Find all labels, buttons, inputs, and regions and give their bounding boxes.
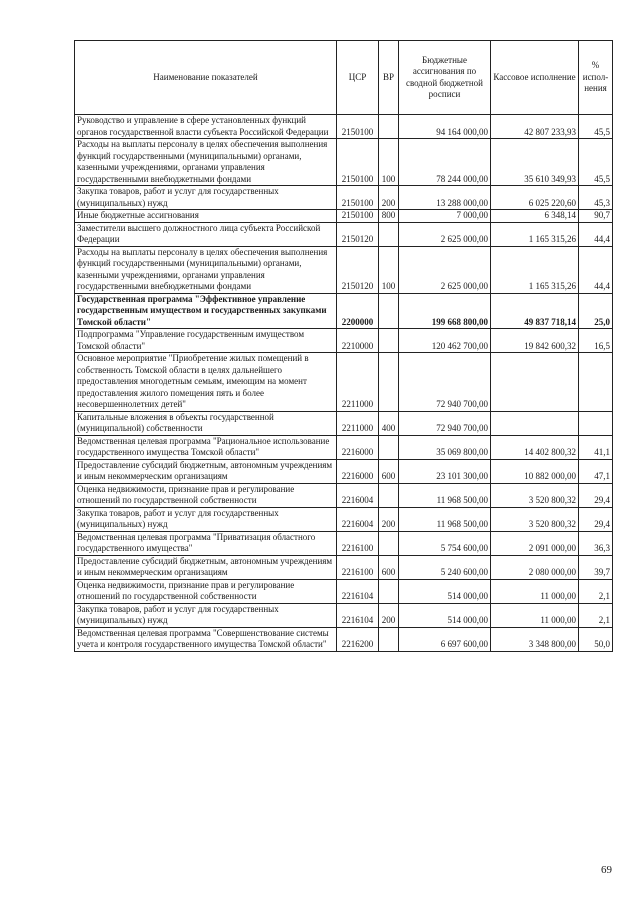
row-vr-cell: 200 <box>379 507 399 531</box>
row-csr-cell: 2216000 <box>337 435 379 459</box>
row-name-cell: Оценка недвижимости, признание прав и регулирование отношений по государственной собственности <box>75 579 337 603</box>
table-row <box>75 483 613 507</box>
table-row <box>75 603 613 627</box>
row-cash-cell: 3 520 800,32 <box>491 507 579 531</box>
row-percent-cell <box>579 353 613 412</box>
row-name-cell: Ведомственная целевая программа "Совершенствование системы учета и контроля государственного имущества Томской области" <box>75 627 337 651</box>
row-percent-cell: 45,5 <box>579 115 613 139</box>
table-row <box>75 507 613 531</box>
row-name-cell: Капитальные вложения в объекты государственной (муниципальной) собственности <box>75 411 337 435</box>
header-percent: % испол-нения <box>579 41 613 115</box>
table-row <box>75 210 613 223</box>
row-cash-cell: 3 348 800,00 <box>491 627 579 651</box>
table-row <box>75 329 613 353</box>
row-vr-cell <box>379 115 399 139</box>
row-vr-cell <box>379 435 399 459</box>
row-percent-cell: 29,4 <box>579 483 613 507</box>
table-body <box>75 115 613 652</box>
row-vr-cell: 400 <box>379 411 399 435</box>
header-cash: Кассовое исполнение <box>491 41 579 115</box>
row-vr-cell: 100 <box>379 139 399 186</box>
row-cash-cell: 3 520 800,32 <box>491 483 579 507</box>
row-percent-cell: 29,4 <box>579 507 613 531</box>
row-cash-cell: 19 842 600,32 <box>491 329 579 353</box>
row-csr-cell: 2150100 <box>337 210 379 223</box>
row-budget-cell: 6 697 600,00 <box>399 627 491 651</box>
row-vr-cell: 600 <box>379 555 399 579</box>
row-name-cell: Основное мероприятие "Приобретение жилых помещений в собственность Томской области в целях дальнейшего предоставления многодетным семьям, имеющим на момент предоставления жилого помещения пять и более несовершеннолетних детей" <box>75 353 337 412</box>
row-vr-cell: 100 <box>379 246 399 293</box>
row-percent-cell: 45,5 <box>579 139 613 186</box>
row-percent-cell: 16,5 <box>579 329 613 353</box>
budget-execution-table <box>74 40 613 652</box>
header-name: Наименование показателей <box>75 41 337 115</box>
row-csr-cell: 2210000 <box>337 329 379 353</box>
table-row <box>75 459 613 483</box>
row-budget-cell: 514 000,00 <box>399 603 491 627</box>
table-row <box>75 435 613 459</box>
row-vr-cell <box>379 329 399 353</box>
row-csr-cell: 2216100 <box>337 531 379 555</box>
row-budget-cell: 78 244 000,00 <box>399 139 491 186</box>
row-budget-cell: 7 000,00 <box>399 210 491 223</box>
row-percent-cell: 50,0 <box>579 627 613 651</box>
table-row <box>75 353 613 412</box>
row-budget-cell: 72 940 700,00 <box>399 353 491 412</box>
row-name-cell: Ведомственная целевая программа "Приватизация областного государственного имущества" <box>75 531 337 555</box>
row-percent-cell: 39,7 <box>579 555 613 579</box>
table-row <box>75 246 613 293</box>
row-csr-cell: 2211000 <box>337 411 379 435</box>
row-budget-cell: 11 968 500,00 <box>399 507 491 531</box>
row-percent-cell: 45,3 <box>579 186 613 210</box>
row-name-cell: Иные бюджетные ассигнования <box>75 210 337 223</box>
row-name-cell: Руководство и управление в сфере установленных функций органов государственной власти субъекта Российской Федерации <box>75 115 337 139</box>
row-budget-cell: 199 668 800,00 <box>399 293 491 329</box>
table-row <box>75 115 613 139</box>
row-csr-cell: 2211000 <box>337 353 379 412</box>
row-percent-cell: 44,4 <box>579 222 613 246</box>
row-csr-cell: 2216004 <box>337 507 379 531</box>
row-csr-cell: 2216004 <box>337 483 379 507</box>
table-row <box>75 139 613 186</box>
page-number: 69 <box>601 864 612 876</box>
row-percent-cell: 90,7 <box>579 210 613 223</box>
row-csr-cell: 2216100 <box>337 555 379 579</box>
row-vr-cell <box>379 531 399 555</box>
row-budget-cell: 13 288 000,00 <box>399 186 491 210</box>
table-row <box>75 222 613 246</box>
row-csr-cell: 2200000 <box>337 293 379 329</box>
row-budget-cell: 2 625 000,00 <box>399 222 491 246</box>
table-header-row <box>75 41 613 115</box>
row-name-cell: Закупка товаров, работ и услуг для государственных (муниципальных) нужд <box>75 186 337 210</box>
row-cash-cell: 6 025 220,60 <box>491 186 579 210</box>
row-name-cell: Подпрограмма "Управление государственным имуществом Томской области" <box>75 329 337 353</box>
row-budget-cell: 72 940 700,00 <box>399 411 491 435</box>
row-percent-cell: 2,1 <box>579 579 613 603</box>
row-budget-cell: 94 164 000,00 <box>399 115 491 139</box>
row-cash-cell: 11 000,00 <box>491 603 579 627</box>
header-csr: ЦСР <box>337 41 379 115</box>
table-row <box>75 531 613 555</box>
row-csr-cell: 2216200 <box>337 627 379 651</box>
row-vr-cell <box>379 627 399 651</box>
table-row <box>75 555 613 579</box>
row-budget-cell: 120 462 700,00 <box>399 329 491 353</box>
row-name-cell: Заместители высшего должностного лица субъекта Российской Федерации <box>75 222 337 246</box>
table-row <box>75 579 613 603</box>
row-cash-cell: 10 882 000,00 <box>491 459 579 483</box>
row-vr-cell <box>379 353 399 412</box>
row-cash-cell <box>491 411 579 435</box>
row-cash-cell: 35 610 349,93 <box>491 139 579 186</box>
header-vr: ВР <box>379 41 399 115</box>
row-percent-cell: 47,1 <box>579 459 613 483</box>
row-name-cell: Государственная программа "Эффективное управление государственным имуществом и государственных закупками Томской области" <box>75 293 337 329</box>
row-percent-cell: 36,3 <box>579 531 613 555</box>
row-percent-cell <box>579 411 613 435</box>
header-budget: Бюджетные ассигнования по сводной бюджетной росписи <box>399 41 491 115</box>
row-csr-cell: 2150120 <box>337 222 379 246</box>
row-cash-cell: 1 165 315,26 <box>491 222 579 246</box>
row-vr-cell: 800 <box>379 210 399 223</box>
row-budget-cell: 2 625 000,00 <box>399 246 491 293</box>
row-name-cell: Предоставление субсидий бюджетным, автономным учреждениям и иным некоммерческим организациям <box>75 459 337 483</box>
table-row <box>75 186 613 210</box>
row-csr-cell: 2150100 <box>337 115 379 139</box>
row-vr-cell <box>379 222 399 246</box>
table-row <box>75 627 613 651</box>
row-name-cell: Закупка товаров, работ и услуг для государственных (муниципальных) нужд <box>75 507 337 531</box>
row-name-cell: Расходы на выплаты персоналу в целях обеспечения выполнения функций государственными (муниципальными) органами, казенными учреждениями, органами управления государственными внебюджетными фондами <box>75 246 337 293</box>
row-budget-cell: 5 240 600,00 <box>399 555 491 579</box>
row-percent-cell: 25,0 <box>579 293 613 329</box>
row-cash-cell <box>491 353 579 412</box>
row-name-cell: Закупка товаров, работ и услуг для государственных (муниципальных) нужд <box>75 603 337 627</box>
row-cash-cell: 49 837 718,14 <box>491 293 579 329</box>
row-percent-cell: 41,1 <box>579 435 613 459</box>
row-csr-cell: 2150100 <box>337 186 379 210</box>
row-name-cell: Предоставление субсидий бюджетным, автономным учреждениям и иным некоммерческим организациям <box>75 555 337 579</box>
row-percent-cell: 44,4 <box>579 246 613 293</box>
row-csr-cell: 2150100 <box>337 139 379 186</box>
row-vr-cell <box>379 579 399 603</box>
row-budget-cell: 11 968 500,00 <box>399 483 491 507</box>
row-vr-cell: 600 <box>379 459 399 483</box>
table-row <box>75 411 613 435</box>
row-vr-cell <box>379 293 399 329</box>
row-csr-cell: 2216000 <box>337 459 379 483</box>
row-cash-cell: 1 165 315,26 <box>491 246 579 293</box>
row-vr-cell: 200 <box>379 186 399 210</box>
row-budget-cell: 35 069 800,00 <box>399 435 491 459</box>
row-cash-cell: 2 080 000,00 <box>491 555 579 579</box>
row-cash-cell: 14 402 800,32 <box>491 435 579 459</box>
row-vr-cell <box>379 483 399 507</box>
row-cash-cell: 11 000,00 <box>491 579 579 603</box>
row-cash-cell: 6 348,14 <box>491 210 579 223</box>
row-vr-cell: 200 <box>379 603 399 627</box>
row-budget-cell: 23 101 300,00 <box>399 459 491 483</box>
row-name-cell: Оценка недвижимости, признание прав и регулирование отношений по государственной собственности <box>75 483 337 507</box>
row-name-cell: Расходы на выплаты персоналу в целях обеспечения выполнения функций государственными (муниципальными) органами, казенными учреждениями, органами управления государственными внебюджетными фондами <box>75 139 337 186</box>
row-name-cell: Ведомственная целевая программа "Рациональное использование государственного имущества Томской области" <box>75 435 337 459</box>
row-budget-cell: 514 000,00 <box>399 579 491 603</box>
row-percent-cell: 2,1 <box>579 603 613 627</box>
row-cash-cell: 2 091 000,00 <box>491 531 579 555</box>
row-budget-cell: 5 754 600,00 <box>399 531 491 555</box>
row-csr-cell: 2150120 <box>337 246 379 293</box>
row-cash-cell: 42 807 233,93 <box>491 115 579 139</box>
table-row <box>75 293 613 329</box>
row-csr-cell: 2216104 <box>337 603 379 627</box>
row-csr-cell: 2216104 <box>337 579 379 603</box>
